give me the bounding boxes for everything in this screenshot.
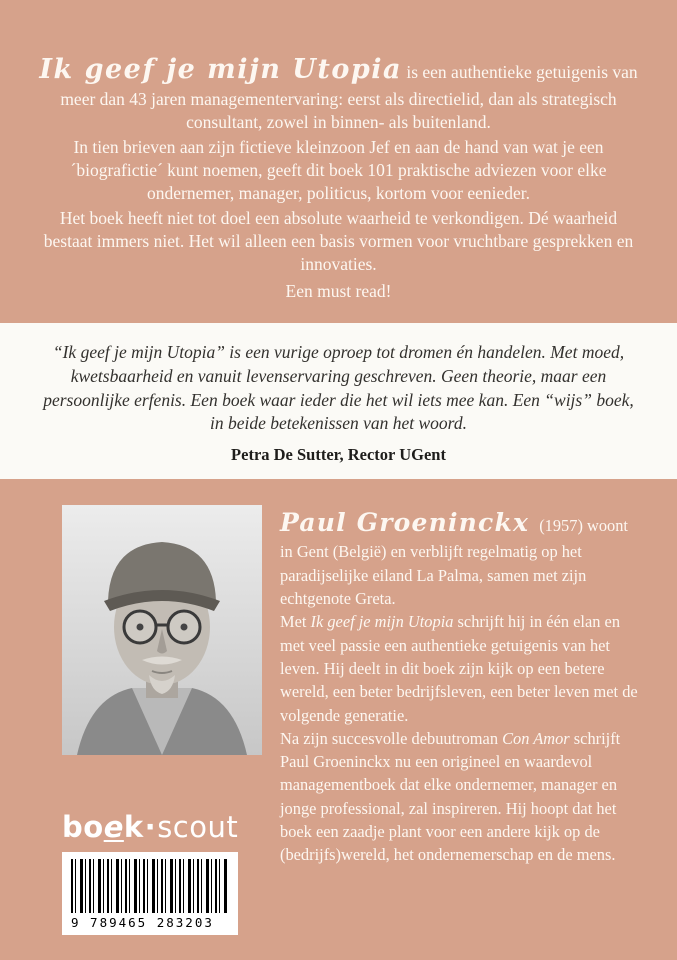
- left-column: [62, 505, 264, 935]
- author-bio-text: schrijft Paul Groeninckx nu een origineel en waardevol managementboek dat elke ondernemer, manager en jonge professional, zal inspireren. Hij hoopt dat het boek een zaadje plant voor een andere kijk op de (bedrijfs)wereld, het ondernemerschap en de mens.: [280, 728, 621, 865]
- quote-band: [0, 323, 677, 479]
- synopsis-paragraph: In tien brieven aan zijn fictieve kleinzoon Jef en aan de hand van wat je een ´biografictie´ kunt noemen, geeft dit boek 101 praktische adviezen voor elke ondernemer, manager, politicus, kortom voor eenieder.: [70, 136, 607, 203]
- author-bio-text: schrijft hij in één elan en met veel passie een authentieke getuigenis van het leven. Hij deelt in dit boek zijn kijk op een betere wereld, een beter bedrijfsleven, een beter leven met de volgende generatie.: [280, 612, 638, 725]
- barcode-bars: [71, 859, 229, 913]
- book-title-inline: Con Amor: [502, 728, 570, 748]
- publisher-logo-text: k: [123, 809, 144, 844]
- synopsis-text: is een authentieke getuigenis van meer dan 43 jaren managementervaring: eerst als directielid, dan als strategisch consultant, zowel in binnen- als buitenland.: [60, 62, 638, 132]
- author-section: [0, 479, 677, 935]
- publisher-logo-accent: e: [103, 809, 124, 844]
- synopsis-tagline: Een must read!: [285, 281, 392, 302]
- author-photo: [62, 505, 262, 755]
- barcode-number: 9 789465 283203: [71, 914, 214, 930]
- barcode: [62, 852, 238, 935]
- author-bio: [278, 505, 639, 935]
- book-title-inline: Ik geef je mijn Utopia: [310, 612, 454, 632]
- synopsis-paragraph: [36, 52, 641, 134]
- author-name: Paul Groeninckx: [280, 507, 530, 537]
- publisher-logo: [62, 809, 264, 844]
- quote-text: “Ik geef je mijn Utopia” is een vurige oproep tot dromen én handelen. Met moed, kwetsbaarheid en vanuit levenservaring geschreven. Geen theorie, maar een persoonlijke erfenis. Een boek waar ieder die het wil iets mee kan. Een “wijs” boek, in beide betekenissen van het woord.: [43, 342, 634, 434]
- author-bio-paragraph: [280, 610, 639, 726]
- quote-attribution: Petra De Sutter, Rector UGent: [231, 444, 446, 464]
- publisher-logo-text: scout: [157, 809, 239, 844]
- synopsis-section: [0, 0, 677, 303]
- author-bio-text: Met: [280, 612, 311, 632]
- author-portrait-illustration: [62, 505, 262, 755]
- author-bio-paragraph: [280, 505, 639, 610]
- author-bio-text: (1957) woont in Gent (België) en verblijft regelmatig op het paradijselijke eiland La Palma, samen met zijn echtgenote Greta.: [280, 515, 628, 609]
- publisher-logo-text: bo: [62, 809, 104, 844]
- book-title: Ik geef je mijn Utopia: [39, 54, 402, 85]
- author-bio-text: Na zijn succesvolle debuutroman: [280, 728, 503, 748]
- author-bio-paragraph: [280, 727, 639, 867]
- synopsis-paragraph: Het boek heeft niet tot doel een absolute waarheid te verkondigen. Dé waarheid bestaat immers niet. Het wil alleen een basis vormen voor vruchtbare gesprekken en innovaties.: [43, 208, 634, 275]
- publisher-logo-dot: ·: [144, 809, 157, 844]
